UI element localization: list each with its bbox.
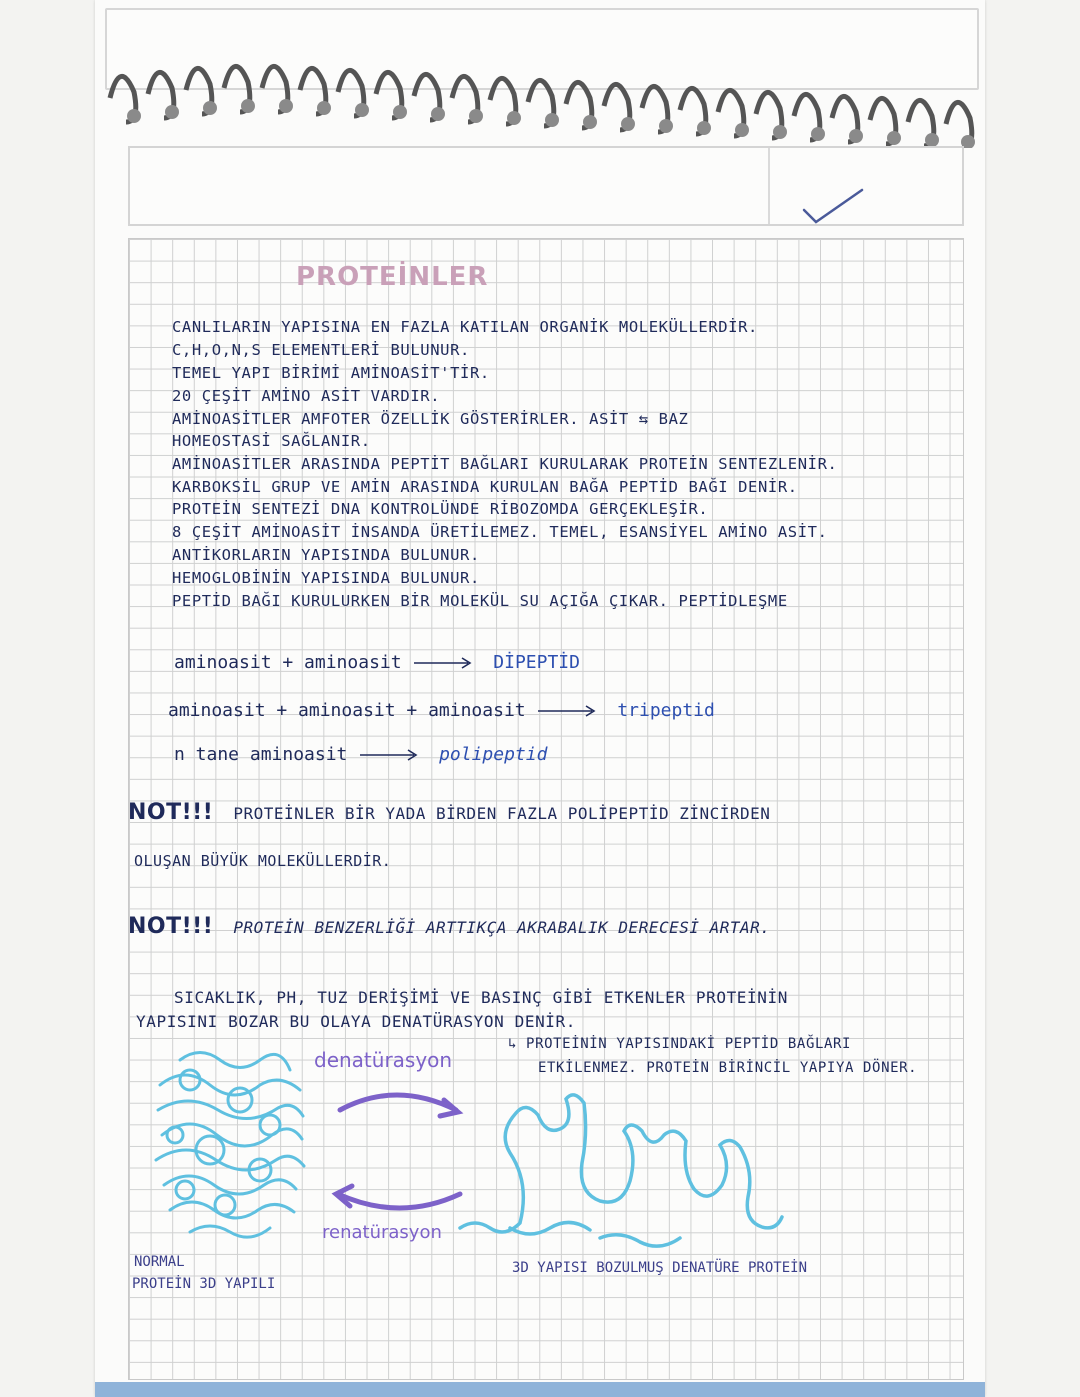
note-1-continued: OLUŞAN BÜYÜK MOLEKÜLLERDİR. xyxy=(134,852,392,870)
denaturation-line-1: SICAKLIK, PH, TUZ DERİŞİMİ VE BASINÇ GİBİ ETKENLER PROTEİNİN xyxy=(174,988,788,1007)
equation-polypeptide xyxy=(174,744,547,765)
spiral-binding xyxy=(100,38,980,148)
renaturation-label: renatürasyon xyxy=(322,1222,442,1243)
note-line: HEMOGLOBİNİN YAPISINDA BULUNUR. xyxy=(172,569,480,587)
forward-arrow-icon xyxy=(336,1084,466,1124)
note-2 xyxy=(128,914,770,939)
note-text: PROTEİNLER BİR YADA BİRDEN FAZLA POLİPEPTİD ZİNCİRDEN xyxy=(233,804,771,823)
arrow-icon xyxy=(412,657,474,669)
equation-product: polipeptid xyxy=(439,744,548,765)
note-line: KARBOKSİL GRUP VE AMİN ARASINDA KURULAN BAĞA PEPTİD BAĞI DENİR. xyxy=(172,478,798,496)
note-line: TEMEL YAPI BİRİMİ AMİNOASİT'TİR. xyxy=(172,364,490,382)
note-label: NOT!!! xyxy=(128,800,214,825)
header-divider xyxy=(768,148,770,224)
equation-product: DİPEPTİD xyxy=(493,652,580,673)
note-text: PROTEİN BENZERLİĞİ ARTTIKÇA AKRABALIK DERECESİ ARTAR. xyxy=(233,918,771,937)
denaturation-line-2: YAPISINI BOZAR BU OLAYA DENATÜRASYON DENİR. xyxy=(136,1012,577,1031)
reverse-arrow-icon xyxy=(330,1180,470,1220)
equation-reactants: aminoasit + aminoasit + aminoasit xyxy=(168,700,526,721)
note-label: NOT!!! xyxy=(128,914,214,939)
note-line: AMİNOASİTLER ARASINDA PEPTİT BAĞLARI KURULARAK PROTEİN SENTEZLENİR. xyxy=(172,455,838,473)
note-line: PROTEİN SENTEZİ DNA KONTROLÜNDE RİBOZOMDA GERÇEKLEŞİR. xyxy=(172,500,709,518)
note-line: C,H,O,N,S ELEMENTLERİ BULUNUR. xyxy=(172,341,470,359)
denatured-protein-illustration xyxy=(450,1078,820,1250)
equation-tripeptide xyxy=(168,700,715,721)
denaturation-sub-1: ↳ PROTEİNİN YAPISINDAKİ PEPTİD BAĞLARI xyxy=(508,1036,852,1052)
note-line: 8 ÇEŞİT AMİNOASİT İNSANDA ÜRETİLEMEZ. TEMEL, ESANSİYEL AMİNO ASİT. xyxy=(172,523,828,541)
equation-product: tripeptid xyxy=(617,700,715,721)
note-line: AMİNOASİTLER AMFOTER ÖZELLİK GÖSTERİRLER. ASİT ⇆ BAZ xyxy=(172,410,689,428)
equation-dipeptide xyxy=(174,652,580,673)
normal-caption-2: PROTEİN 3D YAPILI xyxy=(132,1276,276,1292)
denaturation-sub-2: ETKİLENMEZ. PROTEİN BİRİNCİL YAPIYA DÖNER. xyxy=(538,1060,918,1076)
note-line: ANTİKORLARIN YAPISINDA BULUNUR. xyxy=(172,546,480,564)
note-line: PEPTİD BAĞI KURULURKEN BİR MOLEKÜL SU AÇIĞA ÇIKAR. PEPTİDLEŞME xyxy=(172,592,788,610)
checkmark-icon xyxy=(800,186,866,226)
arrow-icon xyxy=(536,705,598,717)
note-line: HOMEOSTASİ SAĞLANIR. xyxy=(172,432,371,450)
normal-protein-illustration xyxy=(150,1040,310,1245)
note-1 xyxy=(128,800,770,825)
note-line: CANLILARIN YAPISINA EN FAZLA KATILAN ORGANİK MOLEKÜLLERDİR. xyxy=(172,318,758,336)
page-bottom-edge xyxy=(95,1382,985,1397)
note-line: 20 ÇEŞİT AMİNO ASİT VARDIR. xyxy=(172,387,441,405)
arrow-icon xyxy=(358,749,420,761)
page-title: PROTEİNLER xyxy=(296,262,489,292)
denatured-caption: 3D YAPISI BOZULMUŞ DENATÜRE PROTEİN xyxy=(512,1260,808,1276)
equation-reactants: aminoasit + aminoasit xyxy=(174,652,402,673)
equation-reactants: n tane aminoasit xyxy=(174,744,348,765)
normal-caption-1: NORMAL xyxy=(134,1254,185,1270)
denaturation-label: denatürasyon xyxy=(314,1048,453,1072)
